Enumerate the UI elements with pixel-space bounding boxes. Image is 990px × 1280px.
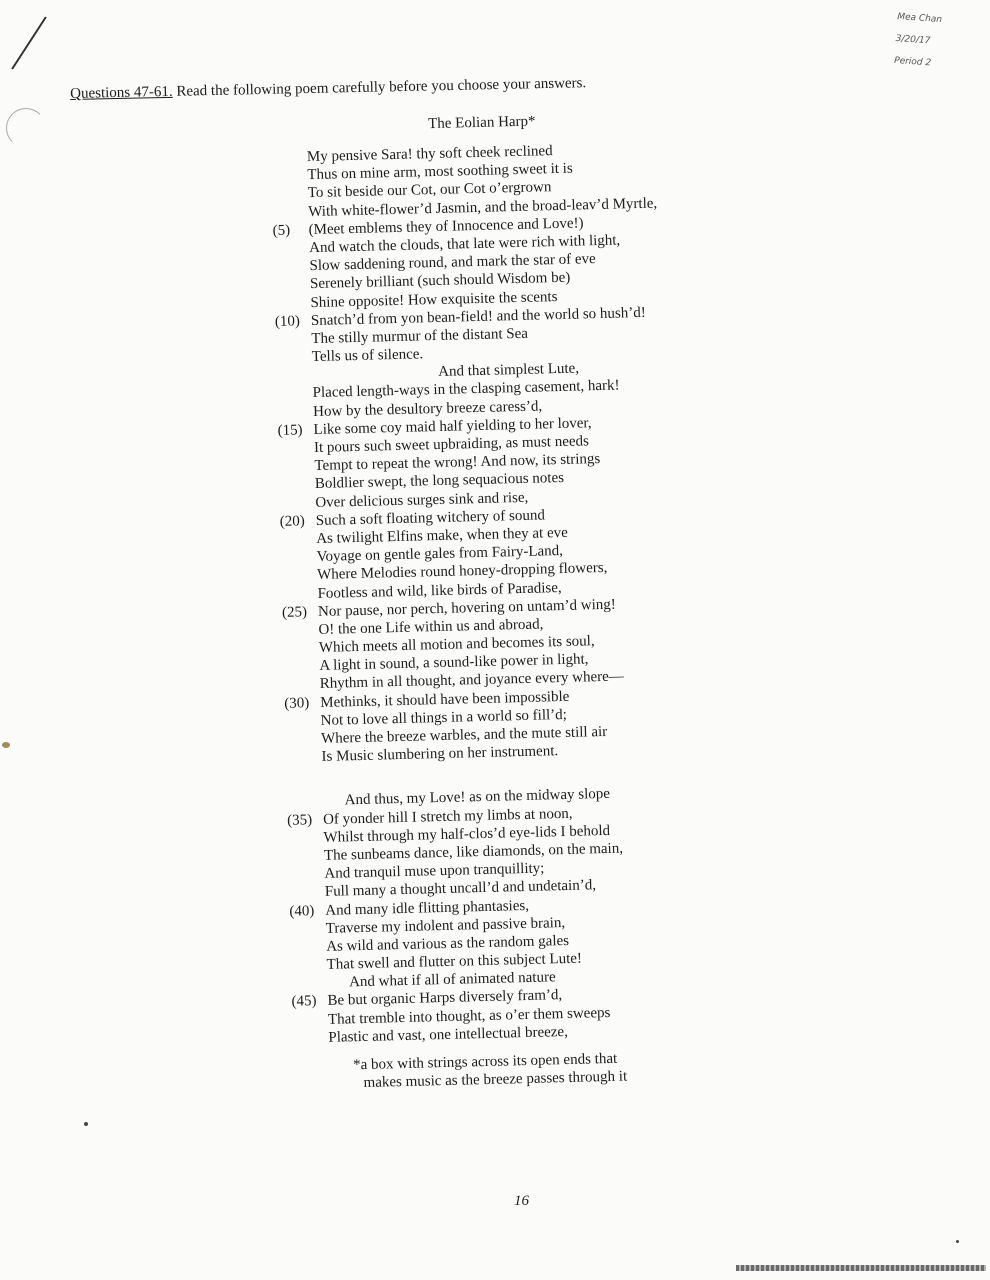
line-text: As wild and various as the random gales	[326, 932, 570, 955]
line-number: (30)	[284, 694, 310, 712]
line-number	[280, 530, 316, 531]
line-text: Shine opposite! How exquisite the scents	[310, 288, 558, 311]
line-text: Tells us of silence.	[311, 346, 424, 366]
line-number	[281, 584, 317, 585]
line-number	[285, 748, 321, 749]
line-text: That swell and flutter on this subject Lute!	[326, 950, 583, 973]
line-text: Full many a thought uncall’d and undetain’d,	[324, 877, 597, 901]
line-number	[285, 730, 321, 731]
line-text: And watch the clouds, that late were rich with light,	[308, 232, 621, 257]
line-text: Nor pause, nor perch, hovering on untam’d wing!	[317, 596, 616, 620]
footnote-line-1: *a box with strings across its open ends that	[352, 1050, 618, 1074]
line-text: Methinks, it should have been impossible	[320, 688, 570, 711]
line-text: Whilst through my half-clos’d eye-lids I behold	[323, 822, 611, 846]
line-number	[280, 548, 316, 549]
line-number: (10)	[274, 313, 301, 330]
line-text: Boldlier swept, the long sequacious notes	[314, 470, 565, 493]
line-text: Of yonder hill I stretch my limbs at noon,	[322, 805, 573, 828]
line-text: As twilight Elfins make, when they at eve	[316, 524, 568, 547]
instructions-text: Read the following poem carefully before you choose your answers.	[172, 75, 587, 100]
line-text: And what if all of animated nature	[348, 969, 556, 991]
line-text: To sit beside our Cot, our Cot o’ergrown	[307, 179, 552, 202]
line-text: O! the one Life within us and abroad,	[318, 616, 544, 638]
line-number	[278, 439, 314, 440]
line-number	[279, 475, 315, 476]
line-text: (Meet emblems they of Innocence and Love!)	[308, 215, 584, 238]
line-text: And many idle flitting phantasies,	[325, 897, 530, 919]
line-text: My pensive Sara! thy soft cheek reclined	[306, 143, 553, 166]
line-number	[276, 366, 312, 367]
line-number	[291, 974, 327, 975]
line-text: Plastic and vast, one intellectual breeze,	[328, 1023, 569, 1046]
line-text: How by the desultory breeze caress’d,	[312, 398, 543, 420]
punch-hole	[6, 108, 46, 148]
handwritten-note	[893, 6, 981, 78]
line-text: The sunbeams dance, like diamonds, on the main,	[323, 840, 624, 864]
line-number	[287, 829, 323, 830]
line-number	[290, 938, 326, 939]
line-number	[289, 883, 325, 884]
handwritten-period: Period 2	[893, 55, 932, 69]
line-number: (5)	[272, 222, 291, 239]
line-number	[284, 675, 320, 676]
line-number	[278, 457, 314, 458]
line-text: Such a soft floating witchery of sound	[315, 507, 546, 529]
footnote	[353, 1046, 764, 1092]
line-number: (35)	[286, 811, 313, 829]
line-number	[283, 639, 319, 640]
line-number	[274, 275, 310, 276]
line-number	[282, 621, 318, 622]
line-number	[290, 920, 326, 921]
line-text: Serenely brilliant (such should Wisdom be)	[309, 270, 571, 293]
line-text: Where Melodies round honey-dropping flowers,	[316, 560, 608, 584]
line-text: Placed length-ways in the clasping casement, hark!	[312, 377, 620, 402]
smudge	[2, 742, 10, 748]
line-number	[279, 494, 315, 495]
page-number: 16	[514, 1193, 529, 1209]
pen-mark	[11, 16, 46, 69]
line-text: Voyage on gentle gales from Fairy-Land,	[316, 543, 564, 566]
line-number	[292, 1029, 328, 1030]
line-number	[290, 956, 326, 957]
line-number	[272, 203, 308, 204]
line-number	[288, 865, 324, 866]
line-text: Traverse my indolent and passive brain,	[325, 914, 566, 937]
line-text: Be but organic Harps diversely fram’d,	[327, 987, 563, 1010]
line-text: A light in sound, a sound-like power in light,	[319, 651, 589, 675]
line-number	[281, 566, 317, 567]
line-number	[273, 239, 309, 240]
line-text: Is Music slumbering on her instrument.	[321, 743, 559, 766]
line-number: (15)	[277, 422, 303, 439]
line-number	[288, 847, 324, 848]
line-text: Which meets all motion and becomes its soul,	[318, 633, 595, 657]
line-text: Over delicious surges sink and rise,	[315, 489, 529, 511]
footnote-line-2: makes music as the breeze passes through it	[363, 1068, 628, 1091]
line-number	[276, 348, 312, 349]
line-text: Tempt to repeat the wrong! And now, its strings	[314, 451, 601, 475]
poem	[270, 109, 764, 1094]
line-number	[271, 148, 307, 149]
line-number	[274, 294, 310, 295]
line-text: Snatch’d from yon bean-field! and the world so hush’d!	[310, 304, 646, 329]
line-number	[272, 184, 308, 185]
line-text: With white-flower’d Jasmin, and the broad-leav’d Myrtle,	[308, 195, 658, 220]
line-number	[286, 792, 322, 793]
line-text: Slow saddening round, and mark the star of eve	[309, 251, 596, 275]
line-text: And thus, my Love! as on the midway slope	[344, 786, 611, 809]
line-number	[275, 330, 311, 331]
line-number	[271, 166, 307, 167]
line-text: And tranquil muse upon tranquillity;	[324, 860, 545, 883]
speck	[84, 1122, 88, 1126]
line-text: Rhythm in all thought, and joyance every where—	[319, 668, 625, 693]
speck	[956, 1240, 959, 1243]
line-text: Where the breeze warbles, and the mute still air	[320, 723, 608, 747]
line-text: The stilly murmur of the distant Sea	[311, 325, 529, 347]
line-number: (40)	[289, 902, 315, 920]
line-text: Not to love all things in a world so fill’d;	[320, 706, 568, 729]
line-number: (45)	[291, 993, 317, 1011]
question-range: Questions 47-61.	[70, 83, 173, 102]
line-number: (20)	[279, 513, 306, 530]
poem-stanza-2	[286, 782, 762, 1048]
line-text: That tremble into thought, as o’er them sweeps	[327, 1004, 611, 1028]
line-number	[277, 403, 313, 404]
line-number	[284, 712, 320, 713]
line-text: Like some coy maid half yielding to her lover,	[313, 415, 592, 438]
handwritten-date: 3/20/17	[895, 33, 931, 47]
line-number	[283, 657, 319, 658]
line-number: (25)	[281, 603, 308, 621]
line-number	[276, 384, 312, 385]
line-number	[292, 1010, 328, 1011]
line-text: And that simplest Lute,	[438, 360, 580, 381]
line-text: Thus on mine arm, most soothing sweet it is	[307, 160, 573, 184]
line-text: It pours such sweet upbraiding, as must needs	[313, 433, 590, 457]
line-text: Footless and wild, like birds of Paradise,	[317, 579, 562, 602]
poem-stanza-1	[271, 138, 756, 768]
scan-edge	[736, 1265, 986, 1271]
line-number	[273, 257, 309, 258]
instructions	[70, 75, 586, 103]
poem-title: The Eolian Harp*	[427, 113, 536, 133]
handwritten-name: Mea Chan	[896, 11, 943, 26]
